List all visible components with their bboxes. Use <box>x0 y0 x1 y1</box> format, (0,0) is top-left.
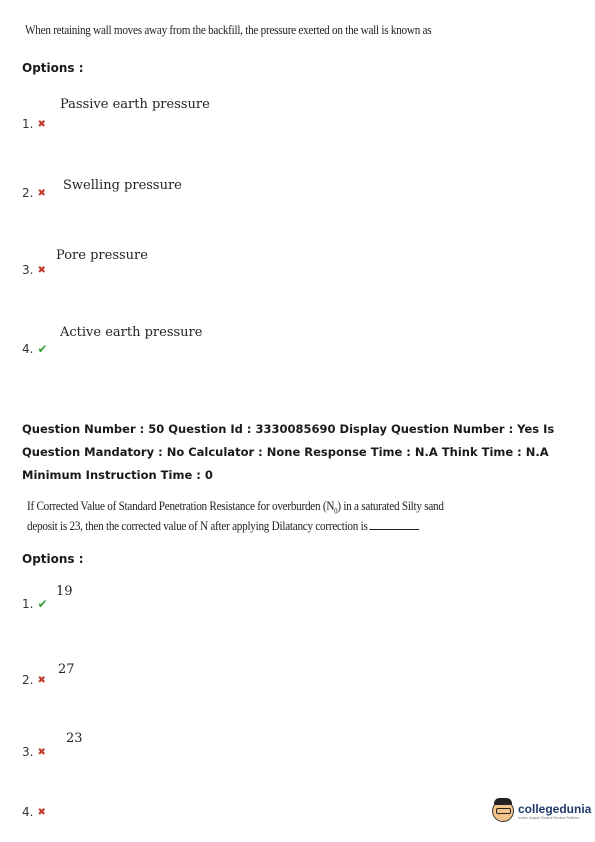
option-index: 4. <box>22 342 34 356</box>
check-icon: ✔ <box>37 597 48 611</box>
cross-icon: ✖ <box>37 746 46 758</box>
cross-icon: ✖ <box>37 264 46 276</box>
options-label: Options : <box>22 552 84 566</box>
option-text: Passive earth pressure <box>60 97 210 112</box>
option-index: 3. <box>22 745 34 759</box>
question-text: When retaining wall moves away from the backfill, the pressure exerted on the wall is known as <box>25 22 432 37</box>
option-number <box>22 805 46 819</box>
cross-icon: ✖ <box>37 806 46 818</box>
option-index: 1. <box>22 597 34 611</box>
question-text-part: If Corrected Value of Standard Penetration Resistance for overburden (N <box>27 498 335 513</box>
option-index: 4. <box>22 805 34 819</box>
option-text: Swelling pressure <box>63 178 182 193</box>
collegedunia-logo <box>492 800 591 822</box>
logo-name: collegedunia <box>518 802 592 816</box>
option-text: 27 <box>58 662 75 677</box>
option-number <box>22 745 46 759</box>
option-index: 1. <box>22 117 34 131</box>
options-label: Options : <box>22 61 84 75</box>
option-number <box>22 342 48 356</box>
cross-icon: ✖ <box>37 674 46 686</box>
cross-icon: ✖ <box>37 118 46 130</box>
subscript: 0 <box>334 506 338 516</box>
question-text-line-2 <box>27 518 419 534</box>
question-meta: Question Number : 50 Question Id : 3330085690 Display Question Number : Yes Is Question Mandatory : No Calculator : None Response Time : N.A Think Time : N.A Minimum Instruction Time : 0 <box>22 422 555 482</box>
logo-text <box>518 802 591 820</box>
option-index: 3. <box>22 263 34 277</box>
option-number <box>22 117 46 131</box>
option-number <box>22 597 48 611</box>
option-text: Active earth pressure <box>60 325 203 340</box>
option-text: 23 <box>66 731 83 746</box>
option-number <box>22 673 46 687</box>
option-text: Pore pressure <box>56 248 148 263</box>
answer-blank <box>369 529 419 530</box>
logo-tagline: India's largest Student Review Platform <box>518 816 579 820</box>
option-number <box>22 263 46 277</box>
option-index: 2. <box>22 673 34 687</box>
check-icon: ✔ <box>37 342 48 356</box>
option-index: 2. <box>22 186 34 200</box>
option-text: 19 <box>56 584 73 599</box>
question-text-line-1 <box>27 498 444 516</box>
question-text-part: deposit is 23, then the corrected value of N after applying Dilatancy correction is <box>27 518 368 533</box>
mascot-icon <box>492 800 514 822</box>
cross-icon: ✖ <box>37 187 46 199</box>
option-number <box>22 186 46 200</box>
question-text-part: ) in a saturated Silty sand <box>337 498 444 513</box>
